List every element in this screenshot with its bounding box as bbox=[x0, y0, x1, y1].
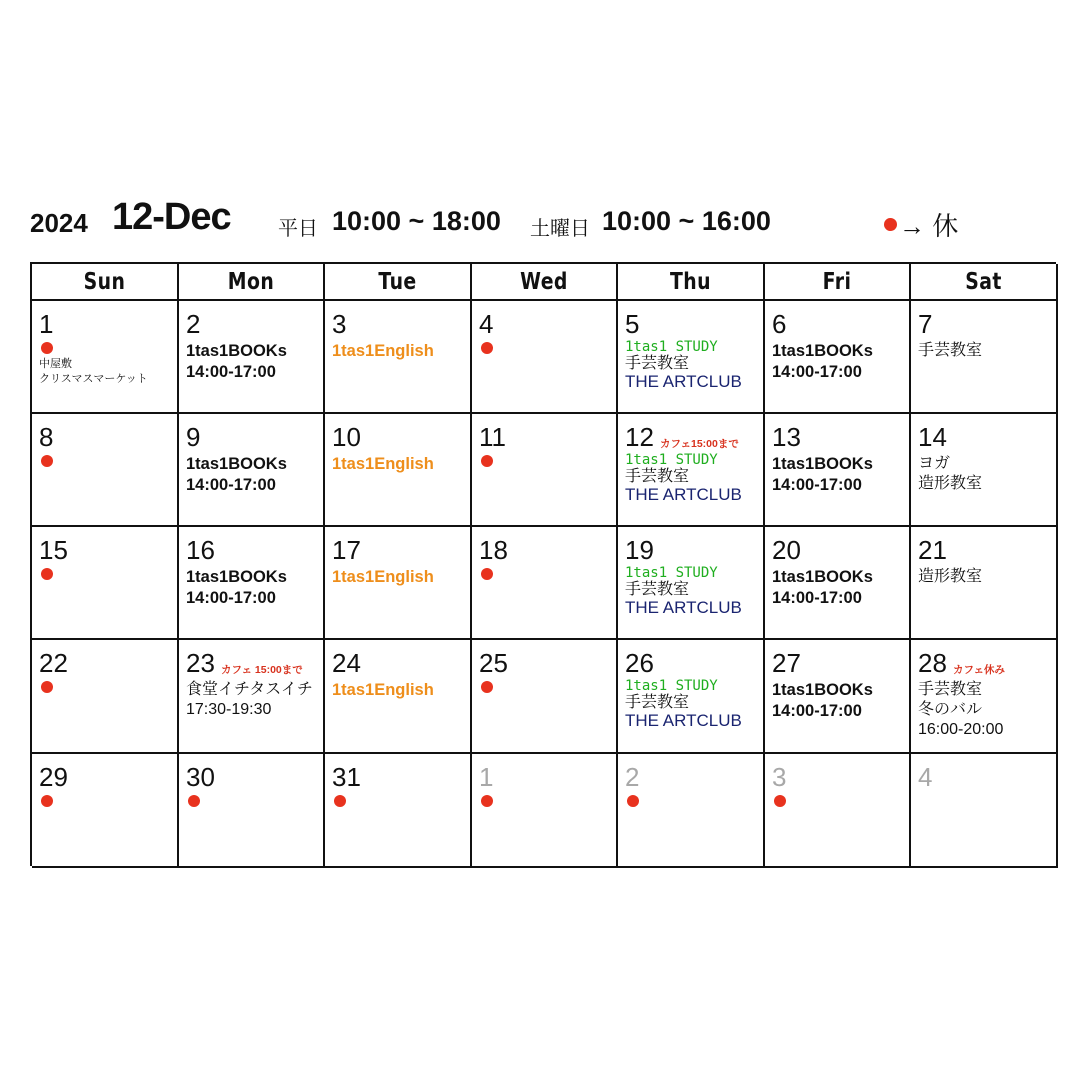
day-cell bbox=[32, 527, 179, 640]
day-number: 16 bbox=[186, 535, 215, 565]
event-english: 1tas1English bbox=[332, 568, 434, 586]
day-number: 5 bbox=[625, 309, 640, 339]
event-books: 14:00-17:00 bbox=[772, 476, 862, 494]
event-books: 14:00-17:00 bbox=[186, 476, 276, 494]
weekday-label: Fri bbox=[822, 268, 852, 295]
event-books: 1tas1BOOKs bbox=[772, 455, 873, 473]
day-number: 28 bbox=[918, 648, 947, 678]
day-cell bbox=[618, 754, 765, 868]
event-books: 1tas1BOOKs bbox=[186, 568, 287, 586]
day-cell bbox=[618, 527, 765, 640]
weekday-label: Wed bbox=[520, 268, 568, 295]
closed-dot-icon bbox=[41, 681, 53, 693]
day-number: 4 bbox=[479, 309, 494, 339]
event-plain: 手芸教室 bbox=[918, 342, 983, 359]
closed-dot-icon bbox=[481, 568, 493, 580]
event-small: クリスマスマーケット bbox=[39, 373, 148, 385]
event-craft: 手芸教室 bbox=[625, 694, 690, 711]
day-cell bbox=[32, 414, 179, 527]
event-study: 1tas1 STUDY bbox=[625, 339, 718, 355]
event-books: 14:00-17:00 bbox=[772, 589, 862, 607]
cafe-note: カフェ休み bbox=[953, 664, 1005, 676]
day-cell bbox=[911, 640, 1058, 754]
cafe-note: カフェ15:00まで bbox=[660, 438, 739, 450]
day-number: 30 bbox=[186, 762, 215, 792]
event-english: 1tas1English bbox=[332, 455, 434, 473]
weekday-header-fri bbox=[765, 264, 911, 301]
closed-dot-icon bbox=[481, 681, 493, 693]
event-study: 1tas1 STUDY bbox=[625, 452, 718, 468]
day-cell bbox=[179, 414, 325, 527]
day-cell bbox=[325, 414, 472, 527]
day-number: 22 bbox=[39, 648, 68, 678]
weekday-label: Tue bbox=[378, 268, 417, 295]
day-number: 20 bbox=[772, 535, 801, 565]
event-plain: 手芸教室 bbox=[918, 681, 983, 698]
day-number: 10 bbox=[332, 422, 361, 452]
saturday-hours: 10:00 ~ 16:00 bbox=[602, 206, 771, 236]
day-number: 2 bbox=[186, 309, 201, 339]
day-cell bbox=[179, 527, 325, 640]
event-plain: 造形教室 bbox=[918, 568, 983, 585]
day-number: 3 bbox=[332, 309, 347, 339]
event-art: THE ARTCLUB bbox=[625, 485, 742, 504]
year-label: 2024 bbox=[30, 208, 88, 238]
event-study: 1tas1 STUDY bbox=[625, 565, 718, 581]
day-number: 31 bbox=[332, 762, 361, 792]
weekday-hours-label: 平日 bbox=[278, 218, 318, 240]
day-number: 26 bbox=[625, 648, 654, 678]
event-books: 1tas1BOOKs bbox=[186, 455, 287, 473]
event-english: 1tas1English bbox=[332, 681, 434, 699]
day-number: 21 bbox=[918, 535, 947, 565]
closed-dot-icon bbox=[41, 568, 53, 580]
event-craft: 手芸教室 bbox=[625, 468, 690, 485]
day-number: 24 bbox=[332, 648, 361, 678]
day-cell bbox=[179, 301, 325, 414]
day-cell bbox=[618, 414, 765, 527]
closed-dot-icon bbox=[481, 795, 493, 807]
closed-legend-text: → 休 bbox=[899, 211, 959, 241]
event-books: 1tas1BOOKs bbox=[772, 681, 873, 699]
event-books: 1tas1BOOKs bbox=[772, 342, 873, 360]
closed-dot-icon bbox=[41, 455, 53, 467]
day-number: 9 bbox=[186, 422, 201, 452]
day-number: 18 bbox=[479, 535, 508, 565]
event-books: 1tas1BOOKs bbox=[186, 342, 287, 360]
weekday-hours: 10:00 ~ 18:00 bbox=[332, 206, 501, 236]
event-books: 14:00-17:00 bbox=[772, 702, 862, 720]
day-number: 23 bbox=[186, 648, 215, 678]
day-number: 1 bbox=[479, 762, 494, 792]
event-craft: 手芸教室 bbox=[625, 581, 690, 598]
event-plain: ヨガ bbox=[918, 455, 951, 472]
day-number: 27 bbox=[772, 648, 801, 678]
day-number: 4 bbox=[918, 762, 933, 792]
day-cell bbox=[179, 640, 325, 754]
closed-dot-icon bbox=[334, 795, 346, 807]
closed-dot-icon bbox=[627, 795, 639, 807]
event-plain: 17:30-19:30 bbox=[186, 701, 272, 718]
day-cell bbox=[765, 414, 911, 527]
calendar-grid bbox=[30, 262, 1056, 866]
day-cell bbox=[32, 640, 179, 754]
closed-dot-icon bbox=[188, 795, 200, 807]
day-number: 25 bbox=[479, 648, 508, 678]
day-number: 6 bbox=[772, 309, 787, 339]
day-cell bbox=[472, 301, 618, 414]
day-cell bbox=[618, 301, 765, 414]
day-cell bbox=[765, 301, 911, 414]
day-number: 2 bbox=[625, 762, 640, 792]
day-cell bbox=[32, 301, 179, 414]
day-cell bbox=[911, 754, 1058, 868]
day-number: 1 bbox=[39, 309, 54, 339]
weekday-label: Mon bbox=[227, 268, 275, 295]
event-books: 1tas1BOOKs bbox=[772, 568, 873, 586]
day-number: 12 bbox=[625, 422, 654, 452]
closed-legend bbox=[884, 206, 958, 243]
weekday-header-thu bbox=[618, 264, 765, 301]
day-number: 8 bbox=[39, 422, 54, 452]
day-number: 3 bbox=[772, 762, 787, 792]
day-number: 13 bbox=[772, 422, 801, 452]
day-number: 17 bbox=[332, 535, 361, 565]
day-cell bbox=[32, 754, 179, 868]
event-art: THE ARTCLUB bbox=[625, 711, 742, 730]
day-cell bbox=[472, 640, 618, 754]
day-cell bbox=[472, 527, 618, 640]
event-plain: 造形教室 bbox=[918, 475, 983, 492]
day-number: 14 bbox=[918, 422, 947, 452]
weekday-header-mon bbox=[179, 264, 325, 301]
event-books: 14:00-17:00 bbox=[772, 363, 862, 381]
day-cell bbox=[618, 640, 765, 754]
event-plain: 食堂イチタスイチ bbox=[186, 681, 313, 698]
day-cell bbox=[472, 414, 618, 527]
day-cell bbox=[765, 527, 911, 640]
closed-dot-icon bbox=[481, 455, 493, 467]
event-art: THE ARTCLUB bbox=[625, 372, 742, 391]
event-small: 中屋敷 bbox=[39, 358, 72, 370]
closed-dot-icon bbox=[481, 342, 493, 354]
event-art: THE ARTCLUB bbox=[625, 598, 742, 617]
day-cell bbox=[325, 301, 472, 414]
day-cell bbox=[911, 301, 1058, 414]
day-cell bbox=[325, 527, 472, 640]
day-number: 19 bbox=[625, 535, 654, 565]
calendar-header bbox=[0, 190, 1080, 250]
cafe-note: カフェ 15:00まで bbox=[221, 664, 303, 676]
day-cell bbox=[765, 754, 911, 868]
event-english: 1tas1English bbox=[332, 342, 434, 360]
event-books: 14:00-17:00 bbox=[186, 589, 276, 607]
day-cell bbox=[911, 527, 1058, 640]
event-plain: 16:00-20:00 bbox=[918, 721, 1004, 738]
day-cell bbox=[179, 754, 325, 868]
event-books: 14:00-17:00 bbox=[186, 363, 276, 381]
day-cell bbox=[765, 640, 911, 754]
day-cell bbox=[325, 640, 472, 754]
weekday-header-sat bbox=[911, 264, 1058, 301]
day-number: 11 bbox=[479, 422, 506, 452]
saturday-hours-label: 土曜日 bbox=[530, 218, 590, 240]
closed-dot-icon bbox=[41, 795, 53, 807]
weekday-label: Thu bbox=[670, 268, 711, 295]
weekday-label: Sun bbox=[83, 268, 126, 295]
closed-dot-icon bbox=[41, 342, 53, 354]
event-craft: 手芸教室 bbox=[625, 355, 690, 372]
closed-dot-icon bbox=[774, 795, 786, 807]
closed-dot-icon bbox=[884, 218, 897, 231]
weekday-label: Sat bbox=[965, 268, 1002, 295]
event-plain: 冬のバル bbox=[918, 701, 983, 718]
day-number: 29 bbox=[39, 762, 68, 792]
event-study: 1tas1 STUDY bbox=[625, 678, 718, 694]
weekday-header-tue bbox=[325, 264, 472, 301]
day-cell bbox=[325, 754, 472, 868]
month-title: 12-Dec bbox=[112, 196, 231, 238]
day-number: 7 bbox=[918, 309, 933, 339]
weekday-header-wed bbox=[472, 264, 618, 301]
day-cell bbox=[472, 754, 618, 868]
day-cell bbox=[911, 414, 1058, 527]
day-number: 15 bbox=[39, 535, 68, 565]
weekday-header-sun bbox=[32, 264, 179, 301]
